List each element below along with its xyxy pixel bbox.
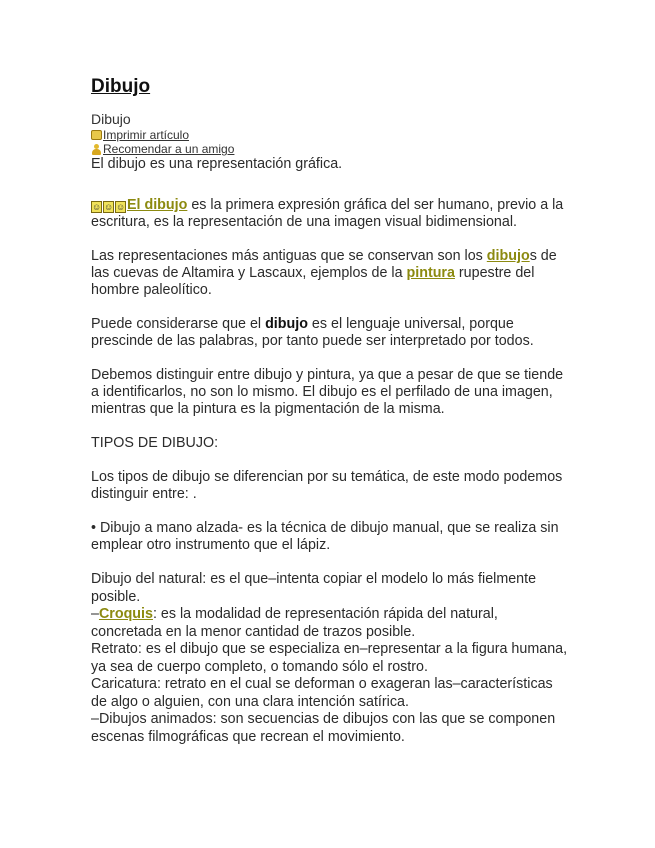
el-dibujo-link[interactable]: El dibujo [127,197,188,213]
article-subtitle: Dibujo [91,111,131,127]
page-title: Dibujo [91,76,151,97]
dibujo-bold: dibujo [265,316,308,332]
paragraph-2-mid: s de las cuevas de Altamira y Lascaux, ejemplos de la [91,248,557,281]
paragraph-3-after: es el lenguaje universal, porque prescinde de las palabras, por tanto puede ser interpretado por todos. [91,316,534,349]
paragraph-1 [91,197,571,231]
print-icon [91,130,102,140]
paragraph-4: Debemos distinguir entre dibujo y pintura, ya que a pesar de que se tiende a identificarlos, no son lo mismo. El dibujo es el perfilado de una imagen, mientras que la pintura es la pigmentación de la misma. [91,367,564,417]
article [91,74,571,746]
types-list [91,571,571,746]
smiley-icon: ☺ [92,202,102,212]
paragraph-2-before: Las representaciones más antiguas que se conservan son los [91,248,487,264]
dibujo-link[interactable]: dibujo [486,248,530,264]
paragraph-3 [91,316,571,350]
paragraph-2-after: rupestre del hombre paleolítico. [91,265,535,298]
list-item [91,606,571,641]
section-heading: TIPOS DE DIBUJO: [91,435,219,451]
print-article-label: Imprimir artículo [103,128,190,142]
smiley-icon: ☺ [116,202,126,212]
person-icon [91,144,102,155]
list-dash: – [91,606,99,622]
intro-paragraph: El dibujo es una representación gráfica. [91,156,343,172]
list-item: Dibujo del natural: es el que–intenta copiar el modelo lo más fielmente posible. [91,571,537,605]
list-item: Retrato: es el dibujo que se especializa en–representar a la figura humana, ya sea de cuerpo completo, o tomando sólo el rostro. [91,641,568,675]
paragraph-2 [91,248,571,299]
paragraph-7: • Dibujo a mano alzada- es la técnica de dibujo manual, que se realiza sin emplear otro instrumento que el lápiz. [91,520,559,553]
croquis-link[interactable]: Croquis [98,606,153,622]
smiley-icon: ☺ [104,202,114,212]
print-article-link[interactable] [91,128,571,142]
recommend-friend-label: Recomendar a un amigo [103,142,235,156]
paragraph-6: Los tipos de dibujo se diferencian por su temática, de este modo podemos distinguir entre: . [91,469,563,502]
list-item: Caricatura: retrato en el cual se deforman o exageran las–características de algo o alguien, con una clara intención satírica. [91,676,553,710]
recommend-friend-link[interactable] [91,142,571,156]
paragraph-1-text: es la primera expresión gráfica del ser humano, previo a la escritura, es la representación de una imagen visual bidimensional. [91,197,564,230]
list-item-text: : es la modalidad de representación rápida del natural, concretada en la menor cantidad de trazos posible. [91,606,498,640]
list-item: –Dibujos animados: son secuencias de dibujos con las que se componen escenas filmográficas que recrean el movimiento. [91,711,556,745]
pintura-link[interactable]: pintura [406,265,455,281]
paragraph-3-before: Puede considerarse que el [91,316,266,332]
